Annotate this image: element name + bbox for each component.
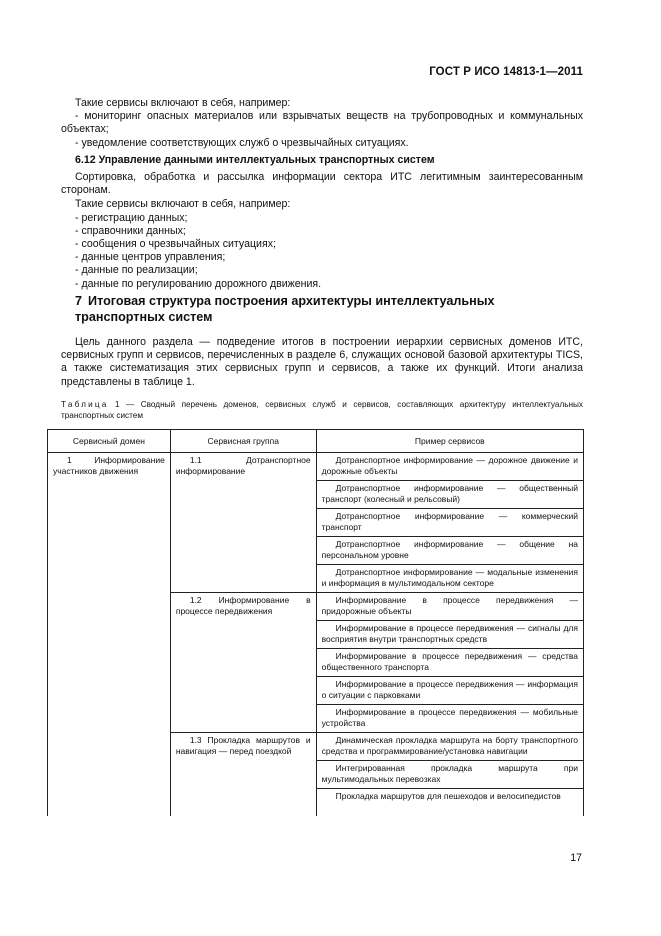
service-text: Прокладка маршрутов для пешеходов и велосипедистов <box>335 791 561 801</box>
subsection-title: Управление данными интеллектуальных транспортных систем <box>98 153 435 166</box>
domain-name: 1 Информирование участников движения <box>53 455 165 476</box>
list-item: - сообщения о чрезвычайных ситуациях; <box>75 238 276 251</box>
group-cell <box>170 453 316 593</box>
column-header: Сервисный домен <box>48 430 171 453</box>
list-item: - справочники данных; <box>75 224 186 237</box>
column-header: Пример сервисов <box>316 430 583 453</box>
section-paragraph-block <box>61 336 583 389</box>
subsection-number: 6.12 <box>75 153 96 166</box>
group-cell <box>170 593 316 733</box>
group-cell <box>170 733 316 817</box>
top-text-block <box>61 97 583 291</box>
service-cell <box>316 565 583 593</box>
service-cell <box>316 761 583 789</box>
summary-table <box>47 429 584 816</box>
service-text: Дотранспортное информирование — коммерческий транспорт <box>321 511 578 532</box>
service-text: Информирование в процессе передвижения — сигналы для восприятия внутри транспортных средств <box>321 623 578 644</box>
service-cell <box>316 649 583 677</box>
column-header: Сервисная группа <box>170 430 316 453</box>
service-text: Информирование в процессе передвижения — придорожные объекты <box>321 595 578 616</box>
domain-cell <box>48 453 171 817</box>
service-text: Информирование в процессе передвижения — средства общественного транспорта <box>321 651 578 672</box>
services-intro: Такие сервисы включают в себя, например: <box>75 97 291 109</box>
list-item: - данные по регулированию дорожного движения. <box>75 277 322 290</box>
group-name: 1.3 Прокладка маршрутов и навигация — перед поездкой <box>175 735 311 756</box>
table-caption-text: 1 — Сводный перечень доменов, сервисных служб и сервисов, составляющих архитектуру интеллектуальных транспортных систем <box>61 400 583 420</box>
service-cell <box>316 621 583 649</box>
service-cell <box>316 593 583 621</box>
list-item: - данные центров управления; <box>75 251 226 264</box>
group-name: 1.1 Дотранспортное информирование <box>175 455 311 476</box>
section-paragraph: Цель данного раздела — подведение итогов в построении иерархии сервисных доменов ИТС, сервисных групп и сервисов, перечисленных в разделе 6, служащих основой базовой архитектуры TICS, а также систематизация этих сервисных групп и сервисов, а также их функций. Итоги анализа представлены в таблице 1. <box>61 336 583 388</box>
subsection-heading <box>61 154 583 167</box>
service-cell <box>316 481 583 509</box>
service-cell <box>316 677 583 705</box>
list-item: - данные по реализации; <box>75 264 198 277</box>
service-cell <box>316 705 583 733</box>
section-number: 7 <box>75 294 83 308</box>
table-caption-word: Таблица <box>61 400 109 409</box>
services-intro: Такие сервисы включают в себя, например: <box>75 198 291 211</box>
list-item: - мониторинг опасных материалов или взрывчатых веществ на трубопроводных и коммунальных объектах; <box>61 110 583 136</box>
section-title: Итоговая структура построения архитектуры интеллектуальных транспортных систем <box>75 294 495 324</box>
subsection-paragraph: Сортировка, обработка и рассылка информации сектора ИТС легитимным заинтересованным сторонам. <box>61 171 583 197</box>
service-cell <box>316 537 583 565</box>
service-text: Дотранспортное информирование — общение на персональном уровне <box>321 539 578 560</box>
service-text: Информирование в процессе передвижения — информация о ситуации с парковками <box>321 679 578 700</box>
service-text: Дотранспортное информирование — модальные изменения и информация в мультимодальном секторе <box>321 567 578 588</box>
service-cell <box>316 789 583 817</box>
table-caption <box>61 400 583 421</box>
list-item: - регистрацию данных; <box>75 211 188 224</box>
service-cell <box>316 509 583 537</box>
section-heading <box>75 294 555 325</box>
service-text: Интегрированная прокладка маршрута при мультимодальных перевозках <box>321 763 578 784</box>
table-header-row <box>48 430 584 453</box>
document-header-id: ГОСТ Р ИСО 14813-1—2011 <box>429 66 583 78</box>
table-row <box>48 453 584 481</box>
list-item: - уведомление соответствующих служб о чрезвычайных ситуациях. <box>75 136 409 149</box>
service-text: Динамическая прокладка маршрута на борту транспортного средства и программирование/установка навигации <box>321 735 578 756</box>
service-cell <box>316 733 583 761</box>
group-name: 1.2 Информирование в процессе передвижения <box>175 595 311 616</box>
service-text: Дотранспортное информирование — общественный транспорт (колесный и рельсовый) <box>321 483 578 504</box>
page-number: 17 <box>570 852 582 864</box>
service-text: Дотранспортное информирование — дорожное движение и дорожные объекты <box>321 455 578 476</box>
service-text: Информирование в процессе передвижения — мобильные устройства <box>321 707 578 728</box>
service-cell <box>316 453 583 481</box>
